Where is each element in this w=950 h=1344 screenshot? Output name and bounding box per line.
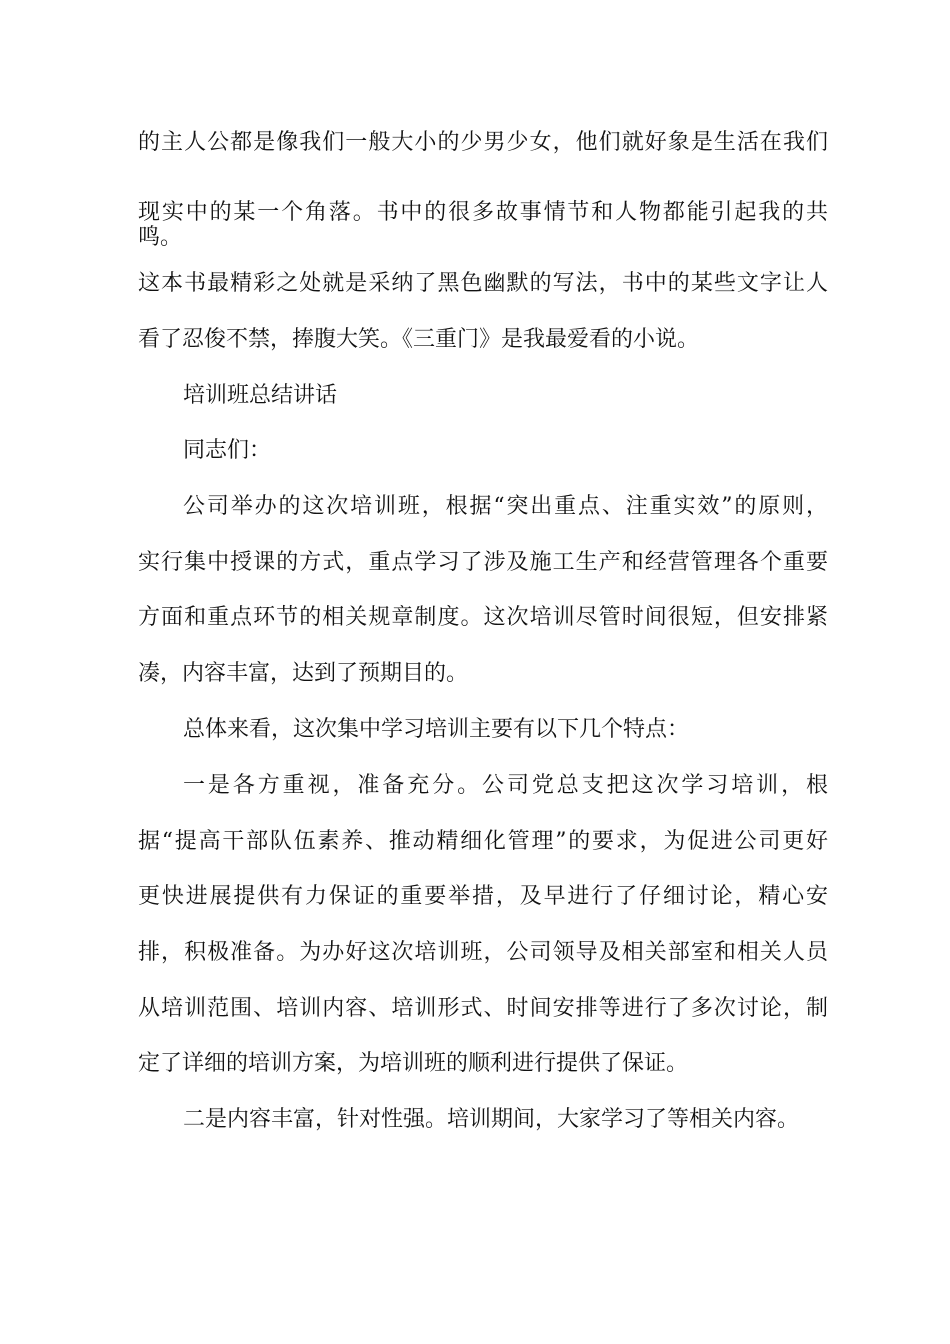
salutation: 同志们：	[183, 438, 272, 463]
text-line: 公司举办的这次培训班，根据“突出重点、注重实效”的原则，	[183, 494, 828, 519]
text-line: 看了忍俊不禁，捧腹大笑。《三重门》是我最爱看的小说。	[138, 327, 700, 352]
text-line: 二是内容丰富，针对性强。培训期间，大家学习了等相关内容。	[183, 1107, 800, 1132]
text-line: 方面和重点环节的相关规章制度。这次培训尽管时间很短，但安排紧	[138, 605, 828, 630]
text-line: 更快进展提供有力保证的重要举措，及早进行了仔细讨论，精心安	[138, 884, 828, 909]
text-line: 定了详细的培训方案，为培训班的顺利进行提供了保证。	[138, 1051, 689, 1076]
text-line: 一是各方重视，准备充分。公司党总支把这次学习培训，根	[183, 773, 828, 798]
section-heading: 培训班总结讲话	[183, 383, 338, 408]
text-line: 鸣。	[138, 225, 183, 250]
text-line: 总体来看，这次集中学习培训主要有以下几个特点：	[183, 717, 690, 742]
text-line: 实行集中授课的方式，重点学习了涉及施工生产和经营管理各个重要	[138, 550, 828, 575]
text-line: 这本书最精彩之处就是采纳了黑色幽默的写法，书中的某些文字让人	[138, 271, 828, 296]
text-line: 排，积极准备。为办好这次培训班，公司领导及相关部室和相关人员	[138, 940, 828, 965]
text-line: 现实中的某一个角落。书中的很多故事情节和人物都能引起我的共	[138, 200, 828, 225]
text-line: 凑，内容丰富，达到了预期目的。	[138, 661, 469, 686]
text-line: 据“提高干部队伍素养、推动精细化管理”的要求，为促进公司更好	[138, 829, 828, 854]
text-line: 的主人公都是像我们一般大小的少男少女，他们就好象是生活在我们	[138, 130, 828, 155]
text-line: 从培训范围、培训内容、培训形式、时间安排等进行了多次讨论，制	[138, 996, 828, 1021]
